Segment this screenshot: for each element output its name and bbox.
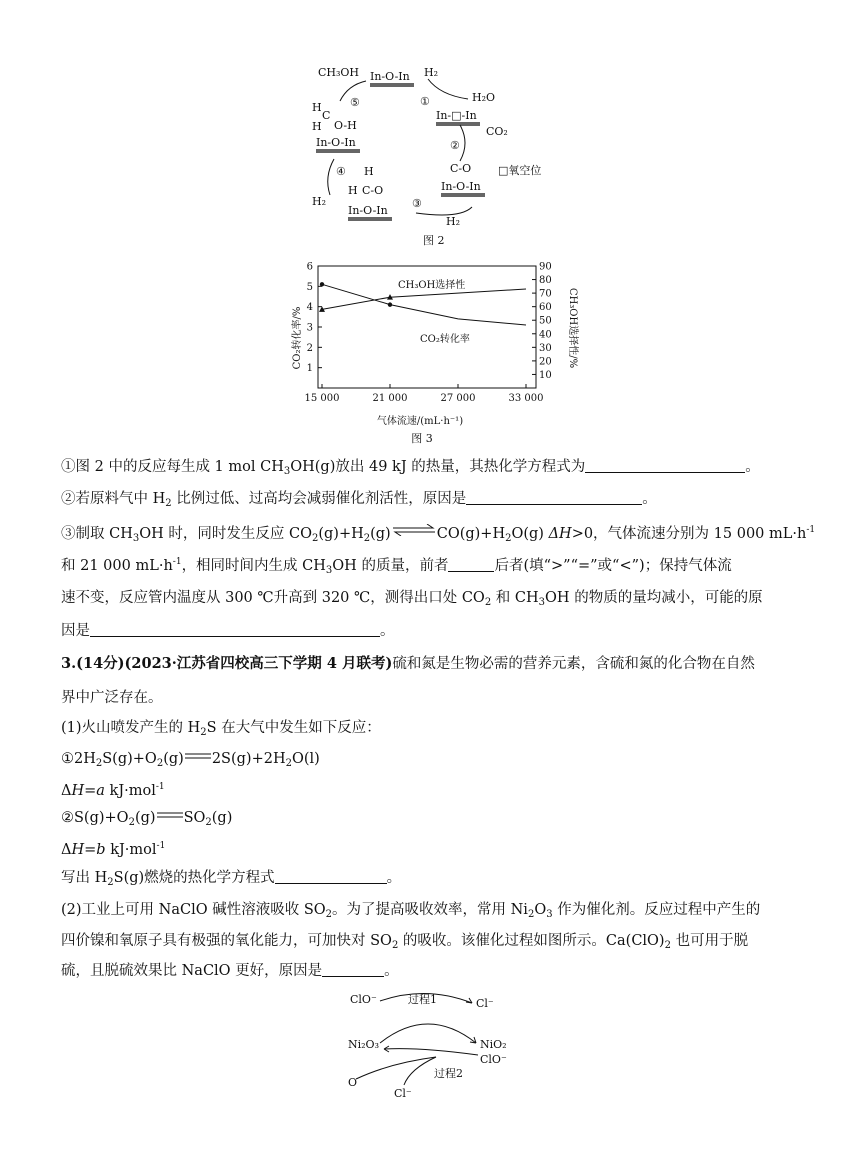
fig4-process2: 过程2 <box>434 1067 463 1080</box>
figure-2-catalytic-cycle <box>300 55 580 250</box>
fig2-c-left: C <box>322 109 331 122</box>
s2-line-1: (2)工业上可用 NaClO 碱性溶液吸收 $SO_2$。为了提高吸收效率，常用 $Ni_2O_3$ 作为催化剂。反应过程中产生的 <box>61 902 761 920</box>
answer-blank-s2[interactable] <box>322 961 384 977</box>
fig2-step-4: ④ <box>336 165 346 178</box>
x-tick-label: 21 000 <box>372 393 408 404</box>
data-point <box>320 282 324 286</box>
right-y-tick-label: 40 <box>539 329 552 341</box>
fig2-step-3: ③ <box>412 197 422 210</box>
left-y-tick-label: 5 <box>306 281 313 293</box>
q3-line-4: 因是 。 <box>61 623 395 639</box>
fig4-cl-bottom: Cl⁻ <box>394 1087 412 1100</box>
right-y-tick-label: 60 <box>539 302 552 314</box>
fig4-nio2: NiO₂ <box>480 1038 507 1051</box>
q3-line-1: ③制取 $CH_3OH$ 时，同时发生反应 $CO_2(g)+H_2(g)$ $CO(g)+H_2O(g)$ ΔH>0，气体流速分别为 15 000 $mL\cdot h^{-1}$ <box>61 525 816 544</box>
fig2-h2o-label: H₂O <box>472 91 496 104</box>
fig2-catalyst-bar-left <box>316 149 360 153</box>
fig2-in-o-in-left: In-O-In <box>316 136 356 149</box>
fig4-cl-top: Cl⁻ <box>476 997 494 1010</box>
equals-arrow-icon <box>156 811 184 819</box>
fig2-step-2: ② <box>450 139 460 152</box>
answer-blank-q3-reason[interactable] <box>90 621 380 637</box>
fig2-catalyst-bar-top <box>370 83 414 87</box>
answer-blank-s1[interactable] <box>275 868 387 884</box>
fig2-in-o-in-bottom: In-O-In <box>348 204 388 217</box>
right-y-tick-label: 50 <box>539 315 552 327</box>
fig2-catalyst-bar-bottom <box>348 217 392 221</box>
fig2-step-1: ① <box>420 95 430 108</box>
left-y-tick-label: 2 <box>306 342 313 354</box>
equation-1: $①2H_2S(g)+O_2(g)$ $2S(g)+2H_2O(l)$ <box>61 751 320 769</box>
q3-line-2: 和 21 000 $mL\cdot h^{-1}$，相同时间内生成 $CH_3OH$ 的质量，前者 后者(填“>”“=”或“<”)；保持气体流 <box>61 557 732 576</box>
fig2-h-c-o-bottom: H <box>348 184 358 197</box>
figure-3-chart <box>280 258 580 448</box>
fig2-c-o-bottom: C-O <box>362 184 384 197</box>
fig4-clo-right: ClO⁻ <box>480 1053 507 1066</box>
fig4-process1: 过程1 <box>408 993 437 1006</box>
q3-line-3: 速不变，反应管内温度从 300 ℃升高到 320 ℃，测得出口处 $CO_2$ 和 $CH_3OH$ 的物质的量均减小，可能的原 <box>61 590 763 608</box>
delta-h-b: ΔH=b kJ·mol$^{-1}$ <box>61 841 166 858</box>
x-tick-label: 27 000 <box>440 393 476 404</box>
fig4-clo-top: ClO⁻ <box>350 993 377 1006</box>
chart-caption: 图 3 <box>411 432 433 445</box>
figure-4-ni-catalysis <box>340 985 530 1100</box>
data-point <box>388 302 392 306</box>
fig2-co2-label: CO₂ <box>486 125 508 138</box>
s1-intro: (1)火山喷发产生的 $H_2S$ 在大气中发生如下反应： <box>61 720 381 738</box>
series-label-co2-conversion: CO₂转化率 <box>420 334 470 345</box>
right-y-tick-label: 10 <box>539 369 552 381</box>
fig2-h-bottom: H <box>364 165 374 178</box>
q1-line: ①图 2 中的反应每生成 1 mol $CH_3OH(g)$放出 49 kJ 的热量，其热化学方程式为 。 <box>61 459 760 477</box>
fig4-o: O <box>348 1076 358 1089</box>
equilibrium-arrow-icon <box>391 524 437 536</box>
fig2-h2-bottom: H₂ <box>446 215 461 228</box>
equals-arrow-icon <box>184 752 212 760</box>
left-y-tick-label: 1 <box>306 363 313 375</box>
right-y-tick-label: 70 <box>539 288 552 300</box>
fig2-h-left-1: H <box>312 101 322 114</box>
fig2-in-o-in-top: In-O-In <box>370 70 410 83</box>
fig2-catalyst-bar-right-top <box>436 122 480 126</box>
fig2-h2-top: H₂ <box>424 66 439 79</box>
right-y-tick-label: 20 <box>539 356 552 368</box>
fig2-h-left-2: H <box>312 120 322 133</box>
series-line <box>322 289 526 309</box>
series-label-ch3oh-selectivity: CH₃OH选择性 <box>398 280 466 291</box>
fig2-catalyst-bar-right <box>441 193 485 197</box>
right-y-tick-label: 80 <box>539 275 552 287</box>
s2-line-2: 四价镍和氧原子具有极强的氧化能力，可加快对 $SO_2$ 的吸收。该催化过程如图所示。$Ca(ClO)_2$ 也可用于脱 <box>61 933 749 951</box>
answer-blank-q2[interactable] <box>466 489 642 505</box>
fig2-in-vac-in: In-□-In <box>436 109 477 122</box>
write-equation-prompt: 写出 $H_2S(g)$燃烧的热化学方程式 。 <box>61 870 402 888</box>
fig2-step-5: ⑤ <box>350 96 360 109</box>
chart-right-axis-label: CH₃OH选择性/% <box>567 287 578 369</box>
left-y-tick-label: 3 <box>306 322 313 334</box>
answer-blank-q3-compare[interactable] <box>448 556 494 572</box>
delta-h-a: ΔH=a kJ·mol$^{-1}$ <box>61 782 165 799</box>
left-y-tick-label: 4 <box>306 302 313 314</box>
fig2-in-o-in-right: In-O-In <box>441 180 481 193</box>
left-y-tick-label: 6 <box>306 261 313 273</box>
problem-3-header: 3.(14分)(2023·江苏省四校高三下学期 4 月联考)硫和氮是生物必需的营养元素，含硫和氮的化合物在自然 <box>61 655 755 672</box>
fig4-ni2o3: Ni₂O₃ <box>348 1038 379 1051</box>
right-y-tick-label: 30 <box>539 342 552 354</box>
right-y-tick-label: 90 <box>539 261 552 273</box>
fig2-o-h-left: O-H <box>334 119 357 132</box>
x-tick-label: 15 000 <box>304 393 340 404</box>
fig2-c-o-right: C-O <box>450 162 472 175</box>
answer-blank-q1[interactable] <box>585 457 745 473</box>
fig2-caption: 图 2 <box>423 234 445 247</box>
equation-2: $②S(g)+O_2(g)$ $SO_2(g)$ <box>61 810 233 828</box>
fig2-vacancy-legend: □氧空位 <box>498 164 542 177</box>
fig2-ch3oh-label: CH₃OH <box>318 66 360 79</box>
s2-line-3: 硫，且脱硫效果比 NaClO 更好，原因是 。 <box>61 963 399 979</box>
q2-line: ②若原料气中 $H_2$ 比例过低、过高均会减弱催化剂活性，原因是 。 <box>61 491 657 509</box>
problem-3-line-2: 界中广泛存在。 <box>61 690 163 706</box>
fig2-h2-left: H₂ <box>312 195 327 208</box>
x-tick-label: 33 000 <box>508 393 544 404</box>
chart-left-axis-label: CO₂转化率/% <box>292 306 303 370</box>
chart-x-axis-label: 气体流速/(mL·h⁻¹) <box>376 416 464 427</box>
